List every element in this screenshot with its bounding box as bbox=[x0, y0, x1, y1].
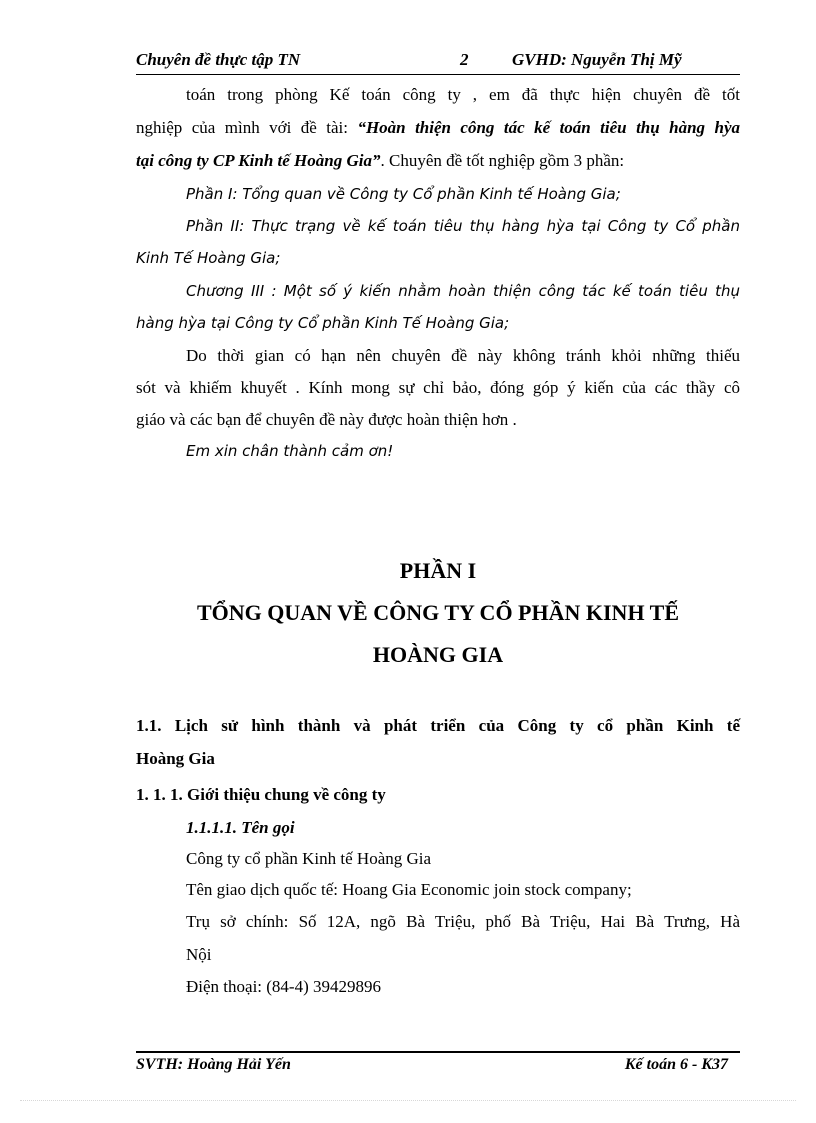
heading-1-1-1-1: 1.1.1.1. Tên gọi bbox=[186, 818, 295, 837]
heading-1-1-line-2: Hoàng Gia bbox=[136, 749, 215, 768]
thanks-line: Em xin chân thành cảm ơn! bbox=[186, 442, 394, 460]
footer-class: Kế toán 6 - K37 bbox=[624, 1056, 728, 1073]
phone-line: Điện thoại: (84-4) 39429896 bbox=[186, 977, 381, 996]
address-line-2: Nội bbox=[186, 945, 212, 964]
intro-line-2-text: nghiệp của mình với đề tài: bbox=[136, 118, 358, 137]
part-2-item-line-1: Phần II: Thực trạng về kế toán tiêu thụ hàng hỳa tại Công ty Cổ phần bbox=[186, 217, 740, 235]
page-bottom-dotted-line bbox=[20, 1100, 796, 1101]
address-line-1: Trụ sở chính: Số 12A, ngõ Bà Triệu, phố Bà Triệu, Hai Bà Trưng, Hà bbox=[186, 912, 740, 931]
part-label: PHẦN I bbox=[399, 558, 477, 583]
part-2-item-line-2: Kinh Tế Hoàng Gia; bbox=[136, 249, 281, 267]
footer-rule bbox=[136, 1051, 740, 1053]
section-title-line-1: TỔNG QUAN VỀ CÔNG TY CỔ PHẦN KINH TẾ bbox=[196, 600, 680, 625]
section-title-line-2: HOÀNG GIA bbox=[372, 642, 504, 667]
part-1-item: Phần I: Tổng quan về Công ty Cổ phần Kinh tế Hoàng Gia; bbox=[186, 185, 621, 203]
heading-1-1-line-1: 1.1. Lịch sử hình thành và phát triển của Công ty cổ phần Kinh tế bbox=[136, 716, 740, 735]
page-footer bbox=[136, 1056, 740, 1080]
closing-line-2: sót và khiếm khuyết . Kính mong sự chỉ bảo, đóng góp ý kiến của các thầy cô bbox=[136, 378, 740, 397]
heading-1-1-1: 1. 1. 1. Giới thiệu chung về công ty bbox=[136, 785, 386, 804]
intro-line-3-text: . Chuyên đề tốt nghiệp gồm 3 phần: bbox=[380, 151, 625, 170]
intro-line-2 bbox=[136, 118, 740, 140]
closing-line-1: Do thời gian có hạn nên chuyên đề này không tránh khỏi những thiếu bbox=[186, 346, 740, 365]
intro-line-1: toán trong phòng Kế toán công ty , em đã thực hiện chuyên đề tốt bbox=[186, 85, 740, 104]
page-header bbox=[136, 50, 740, 74]
company-name: Công ty cổ phần Kinh tế Hoàng Gia bbox=[186, 849, 432, 868]
part-3-item-line-2: hàng hỳa tại Công ty Cổ phần Kinh Tế Hoàng Gia; bbox=[136, 314, 510, 332]
thesis-title-part-1: “Hoàn thiện công tác kế toán tiêu thụ hàng hỳa bbox=[357, 118, 741, 137]
header-supervisor: GVHD: Nguyễn Thị Mỹ bbox=[512, 50, 682, 69]
header-rule bbox=[136, 74, 740, 75]
intro-line-3 bbox=[136, 151, 740, 173]
closing-line-3: giáo và các bạn để chuyên đề này được hoàn thiện hơn . bbox=[136, 410, 517, 429]
footer-student: SVTH: Hoàng Hải Yến bbox=[136, 1056, 291, 1073]
part-3-item-line-1: Chương III : Một số ý kiến nhằm hoàn thiện công tác kế toán tiêu thụ bbox=[186, 282, 740, 300]
thesis-title-part-2: tại công ty CP Kinh tế Hoàng Gia” bbox=[136, 151, 381, 170]
header-course-title: Chuyên đề thực tập TN bbox=[136, 50, 301, 69]
trade-name: Tên giao dịch quốc tế: Hoang Gia Economic join stock company; bbox=[186, 880, 632, 899]
header-page-number: 2 bbox=[460, 50, 469, 69]
